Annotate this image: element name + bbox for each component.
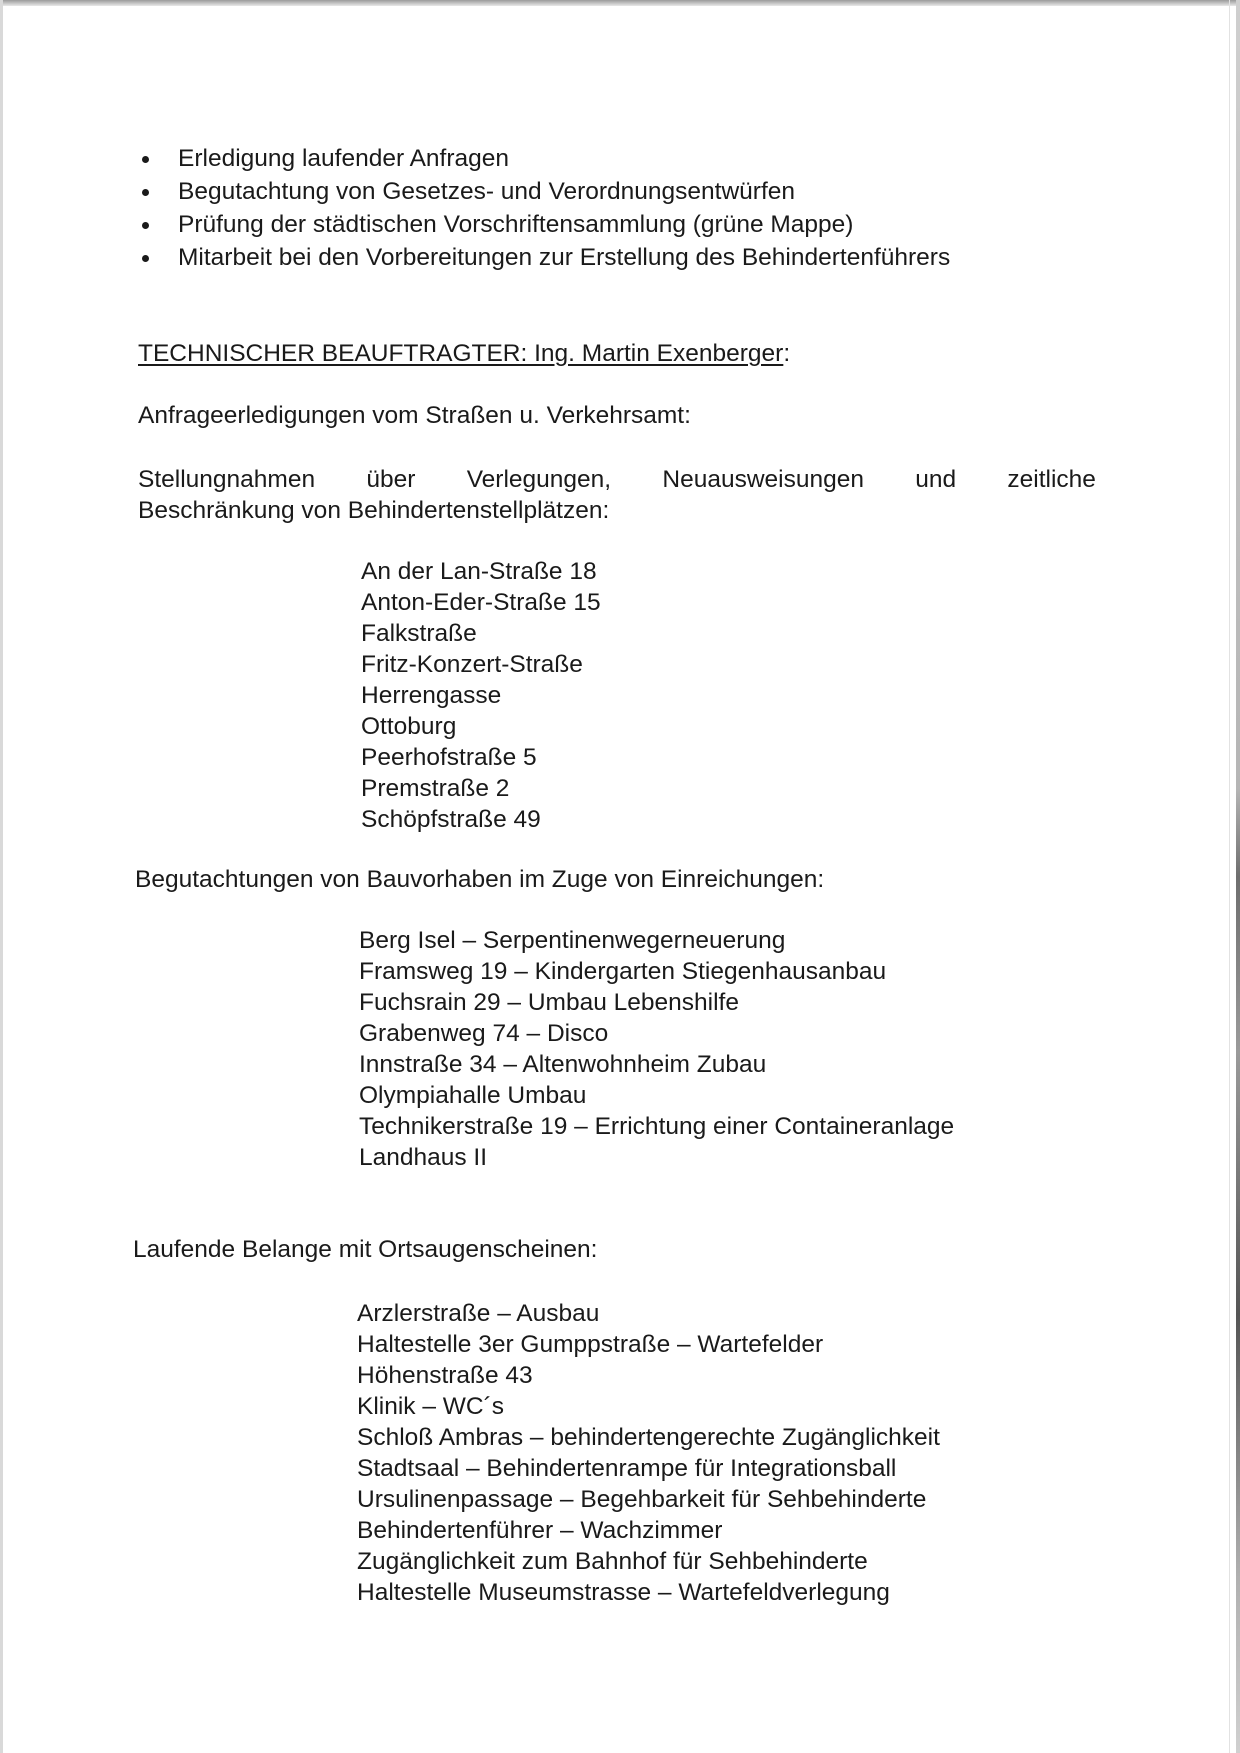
bullet-text: Begutachtung von Gesetzes- und Verordnungsentwürfen — [178, 178, 795, 205]
list-item: Grabenweg 74 – Disco — [359, 1020, 609, 1047]
list-item: Klinik – WC´s — [357, 1393, 505, 1420]
ongoing-heading: Laufende Belange mit Ortsaugenscheinen: — [133, 1236, 598, 1263]
list-item: Falkstraße — [361, 620, 477, 647]
bullet-text: Mitarbeit bei den Vorbereitungen zur Erstellung des Behindertenführers — [178, 244, 951, 271]
bullet-item — [140, 175, 950, 208]
bullet-item — [140, 241, 950, 274]
statement-line-1 — [138, 464, 1096, 495]
list-item: Peerhofstraße 5 — [361, 744, 537, 771]
list-item: Stadtsaal – Behindertenrampe für Integrationsball — [357, 1455, 897, 1482]
ongoing-matters-list — [357, 1298, 940, 1608]
list-item: Schöpfstraße 49 — [361, 806, 541, 833]
list-item: Ottoburg — [361, 713, 457, 740]
statement-word: Neuausweisungen — [662, 466, 864, 493]
intro-text: Anfrageerledigungen vom Straßen u. Verkehrsamt: — [138, 402, 691, 429]
statement-line-2: Beschränkung von Behindertenstellplätzen: — [138, 497, 610, 524]
list-item: Olympiahalle Umbau — [359, 1082, 587, 1109]
list-item: Premstraße 2 — [361, 775, 510, 802]
bullet-dot-icon — [142, 255, 149, 262]
statement-word: Verlegungen, — [466, 466, 612, 493]
list-item: Fuchsrain 29 – Umbau Lebenshilfe — [359, 989, 739, 1016]
bullet-text: Prüfung der städtischen Vorschriftensammlung (grüne Mappe) — [178, 211, 854, 238]
list-item: Anton-Eder-Straße 15 — [361, 589, 601, 616]
parking-location-list — [361, 556, 601, 835]
statement-word: über — [366, 466, 416, 493]
statement-word: Stellungnahmen — [138, 466, 316, 493]
list-item: Haltestelle 3er Gumppstraße – Wartefelder — [357, 1331, 824, 1358]
list-item: Haltestelle Museumstrasse – Wartefeldverlegung — [357, 1579, 890, 1606]
section-heading-colon: : — [783, 340, 791, 367]
list-item: Framsweg 19 – Kindergarten Stiegenhausanbau — [359, 958, 887, 985]
bullet-dot-icon — [142, 189, 149, 196]
building-heading: Begutachtungen von Bauvorhaben im Zuge von Einreichungen: — [135, 866, 825, 893]
list-item: Schloß Ambras – behindertengerechte Zugänglichkeit — [357, 1424, 940, 1451]
bullet-item — [140, 142, 950, 175]
bullet-dot-icon — [142, 222, 149, 229]
bullet-item — [140, 208, 950, 241]
list-item: Arzlerstraße – Ausbau — [357, 1300, 600, 1327]
list-item: Technikerstraße 19 – Errichtung einer Containeranlage — [359, 1113, 955, 1140]
list-item: Innstraße 34 – Altenwohnheim Zubau — [359, 1051, 767, 1078]
statement-paragraph — [138, 464, 1096, 526]
section-heading — [138, 338, 790, 369]
statement-word: zeitliche — [1007, 466, 1096, 493]
list-item: Ursulinenpassage – Begehbarkeit für Sehbehinderte — [357, 1486, 927, 1513]
list-item: Landhaus II — [359, 1144, 488, 1171]
bullet-dot-icon — [142, 156, 149, 163]
building-project-list — [359, 925, 954, 1173]
bullet-text: Erledigung laufender Anfragen — [178, 145, 510, 172]
task-bullet-list — [140, 142, 950, 274]
section-heading-title: TECHNISCHER BEAUFTRAGTER: Ing. Martin Exenberger — [138, 340, 784, 367]
list-item: Fritz-Konzert-Straße — [361, 651, 583, 678]
list-item: Höhenstraße 43 — [357, 1362, 533, 1389]
list-item: An der Lan-Straße 18 — [361, 558, 597, 585]
list-item: Herrengasse — [361, 682, 502, 709]
list-item: Berg Isel – Serpentinenwegerneuerung — [359, 927, 786, 954]
list-item: Zugänglichkeit zum Bahnhof für Sehbehinderte — [357, 1548, 868, 1575]
list-item: Behindertenführer – Wachzimmer — [357, 1517, 723, 1544]
statement-word: und — [915, 466, 957, 493]
